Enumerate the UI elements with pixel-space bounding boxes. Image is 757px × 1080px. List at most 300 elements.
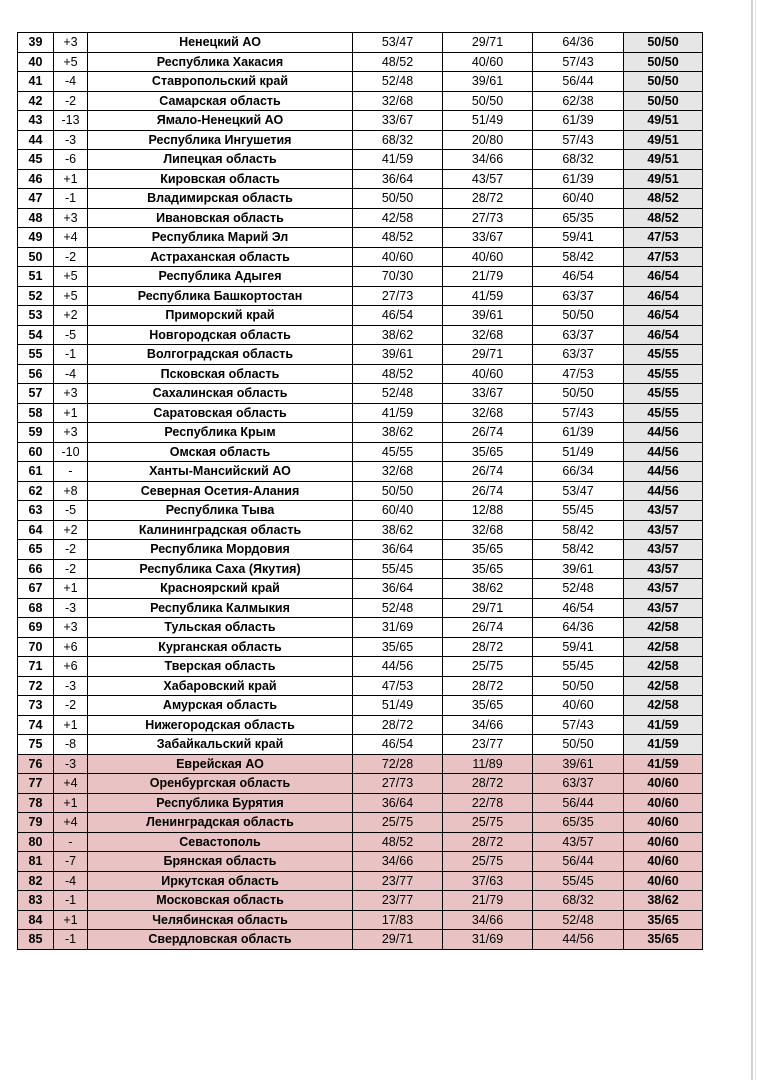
- table-row: [18, 871, 703, 891]
- total-cell: 49/51: [624, 169, 703, 189]
- change-cell: +1: [54, 715, 88, 735]
- value-cell-2: 26/74: [443, 618, 533, 638]
- change-cell: -: [54, 462, 88, 482]
- region-name-cell: Челябинская область: [88, 910, 353, 930]
- value-cell-3: 68/32: [533, 150, 624, 170]
- change-cell: -6: [54, 150, 88, 170]
- total-cell: 45/55: [624, 384, 703, 404]
- value-cell-3: 39/61: [533, 559, 624, 579]
- value-cell-1: 52/48: [353, 384, 443, 404]
- region-name-cell: Тверская область: [88, 657, 353, 677]
- table-row: [18, 442, 703, 462]
- rank-cell: 70: [18, 637, 54, 657]
- total-cell: 49/51: [624, 150, 703, 170]
- value-cell-1: 48/52: [353, 364, 443, 384]
- value-cell-3: 60/40: [533, 189, 624, 209]
- value-cell-2: 25/75: [443, 813, 533, 833]
- total-cell: 44/56: [624, 462, 703, 482]
- change-cell: -13: [54, 111, 88, 131]
- value-cell-3: 64/36: [533, 618, 624, 638]
- change-cell: +4: [54, 813, 88, 833]
- value-cell-2: 12/88: [443, 501, 533, 521]
- rank-cell: 59: [18, 423, 54, 443]
- region-name-cell: Красноярский край: [88, 579, 353, 599]
- region-name-cell: Липецкая область: [88, 150, 353, 170]
- total-cell: 46/54: [624, 325, 703, 345]
- change-cell: +8: [54, 481, 88, 501]
- value-cell-1: 39/61: [353, 345, 443, 365]
- rank-cell: 53: [18, 306, 54, 326]
- value-cell-1: 41/59: [353, 150, 443, 170]
- region-name-cell: Ямало-Ненецкий АО: [88, 111, 353, 131]
- total-cell: 35/65: [624, 910, 703, 930]
- region-name-cell: Ненецкий АО: [88, 33, 353, 53]
- change-cell: -5: [54, 501, 88, 521]
- table-row: [18, 930, 703, 950]
- value-cell-2: 34/66: [443, 910, 533, 930]
- value-cell-1: 72/28: [353, 754, 443, 774]
- value-cell-1: 38/62: [353, 520, 443, 540]
- rank-cell: 82: [18, 871, 54, 891]
- page-edge-shadow-outer: [755, 0, 756, 1080]
- table-row: [18, 462, 703, 482]
- region-name-cell: Свердловская область: [88, 930, 353, 950]
- value-cell-1: 52/48: [353, 72, 443, 92]
- value-cell-1: 38/62: [353, 325, 443, 345]
- total-cell: 38/62: [624, 891, 703, 911]
- rank-cell: 48: [18, 208, 54, 228]
- change-cell: +1: [54, 403, 88, 423]
- value-cell-1: 31/69: [353, 618, 443, 638]
- value-cell-1: 51/49: [353, 696, 443, 716]
- value-cell-2: 11/89: [443, 754, 533, 774]
- change-cell: -8: [54, 735, 88, 755]
- total-cell: 46/54: [624, 306, 703, 326]
- table-row: [18, 364, 703, 384]
- value-cell-3: 63/37: [533, 774, 624, 794]
- change-cell: -1: [54, 930, 88, 950]
- value-cell-1: 36/64: [353, 540, 443, 560]
- table-row: [18, 52, 703, 72]
- region-name-cell: Омская область: [88, 442, 353, 462]
- value-cell-3: 58/42: [533, 247, 624, 267]
- total-cell: 42/58: [624, 618, 703, 638]
- change-cell: -1: [54, 345, 88, 365]
- region-name-cell: Московская область: [88, 891, 353, 911]
- value-cell-3: 53/47: [533, 481, 624, 501]
- value-cell-1: 53/47: [353, 33, 443, 53]
- region-name-cell: Приморский край: [88, 306, 353, 326]
- table-row: [18, 637, 703, 657]
- value-cell-2: 28/72: [443, 832, 533, 852]
- total-cell: 42/58: [624, 696, 703, 716]
- total-cell: 43/57: [624, 559, 703, 579]
- rank-cell: 68: [18, 598, 54, 618]
- value-cell-1: 44/56: [353, 657, 443, 677]
- value-cell-1: 41/59: [353, 403, 443, 423]
- value-cell-2: 35/65: [443, 559, 533, 579]
- total-cell: 44/56: [624, 423, 703, 443]
- value-cell-1: 45/55: [353, 442, 443, 462]
- total-cell: 40/60: [624, 871, 703, 891]
- region-name-cell: Оренбургская область: [88, 774, 353, 794]
- change-cell: -3: [54, 598, 88, 618]
- table-row: [18, 754, 703, 774]
- table-row: [18, 403, 703, 423]
- value-cell-1: 36/64: [353, 793, 443, 813]
- total-cell: 43/57: [624, 598, 703, 618]
- value-cell-2: 28/72: [443, 676, 533, 696]
- rank-cell: 51: [18, 267, 54, 287]
- rank-cell: 44: [18, 130, 54, 150]
- value-cell-1: 46/54: [353, 306, 443, 326]
- table-row: [18, 228, 703, 248]
- rank-cell: 62: [18, 481, 54, 501]
- region-name-cell: Республика Хакасия: [88, 52, 353, 72]
- change-cell: -2: [54, 247, 88, 267]
- table-row: [18, 598, 703, 618]
- value-cell-3: 58/42: [533, 540, 624, 560]
- rank-cell: 66: [18, 559, 54, 579]
- value-cell-2: 21/79: [443, 267, 533, 287]
- region-name-cell: Амурская область: [88, 696, 353, 716]
- region-name-cell: Сахалинская область: [88, 384, 353, 404]
- value-cell-3: 50/50: [533, 676, 624, 696]
- value-cell-1: 32/68: [353, 462, 443, 482]
- total-cell: 35/65: [624, 930, 703, 950]
- table-row: [18, 91, 703, 111]
- total-cell: 50/50: [624, 72, 703, 92]
- value-cell-1: 36/64: [353, 579, 443, 599]
- rank-cell: 71: [18, 657, 54, 677]
- table-row: [18, 111, 703, 131]
- value-cell-1: 36/64: [353, 169, 443, 189]
- value-cell-1: 68/32: [353, 130, 443, 150]
- rank-cell: 43: [18, 111, 54, 131]
- value-cell-3: 65/35: [533, 208, 624, 228]
- table-row: [18, 735, 703, 755]
- region-name-cell: Волгоградская область: [88, 345, 353, 365]
- total-cell: 45/55: [624, 345, 703, 365]
- rank-cell: 39: [18, 33, 54, 53]
- region-name-cell: Владимирская область: [88, 189, 353, 209]
- rank-cell: 60: [18, 442, 54, 462]
- change-cell: +5: [54, 267, 88, 287]
- value-cell-1: 17/83: [353, 910, 443, 930]
- table-row: [18, 774, 703, 794]
- region-name-cell: Республика Ингушетия: [88, 130, 353, 150]
- table-row: [18, 286, 703, 306]
- total-cell: 44/56: [624, 442, 703, 462]
- total-cell: 42/58: [624, 676, 703, 696]
- change-cell: +3: [54, 208, 88, 228]
- table-row: [18, 618, 703, 638]
- change-cell: +3: [54, 423, 88, 443]
- total-cell: 49/51: [624, 130, 703, 150]
- value-cell-1: 60/40: [353, 501, 443, 521]
- change-cell: -4: [54, 871, 88, 891]
- change-cell: -1: [54, 891, 88, 911]
- change-cell: -: [54, 832, 88, 852]
- value-cell-1: 27/73: [353, 774, 443, 794]
- region-name-cell: Республика Тыва: [88, 501, 353, 521]
- value-cell-3: 57/43: [533, 715, 624, 735]
- change-cell: +5: [54, 286, 88, 306]
- value-cell-1: 50/50: [353, 481, 443, 501]
- value-cell-2: 28/72: [443, 774, 533, 794]
- value-cell-1: 48/52: [353, 52, 443, 72]
- region-name-cell: Новгородская область: [88, 325, 353, 345]
- region-name-cell: Республика Калмыкия: [88, 598, 353, 618]
- table-row: [18, 247, 703, 267]
- value-cell-2: 28/72: [443, 189, 533, 209]
- value-cell-3: 57/43: [533, 52, 624, 72]
- rank-cell: 50: [18, 247, 54, 267]
- region-name-cell: Самарская область: [88, 91, 353, 111]
- value-cell-1: 46/54: [353, 735, 443, 755]
- change-cell: -3: [54, 130, 88, 150]
- value-cell-3: 59/41: [533, 228, 624, 248]
- region-name-cell: Забайкальский край: [88, 735, 353, 755]
- rank-cell: 84: [18, 910, 54, 930]
- value-cell-1: 33/67: [353, 111, 443, 131]
- change-cell: -4: [54, 72, 88, 92]
- change-cell: +1: [54, 169, 88, 189]
- value-cell-3: 43/57: [533, 832, 624, 852]
- table-row: [18, 910, 703, 930]
- change-cell: -2: [54, 91, 88, 111]
- total-cell: 46/54: [624, 286, 703, 306]
- rank-cell: 72: [18, 676, 54, 696]
- value-cell-1: 34/66: [353, 852, 443, 872]
- value-cell-1: 27/73: [353, 286, 443, 306]
- value-cell-3: 68/32: [533, 891, 624, 911]
- rank-cell: 74: [18, 715, 54, 735]
- value-cell-2: 39/61: [443, 72, 533, 92]
- rank-cell: 83: [18, 891, 54, 911]
- total-cell: 45/55: [624, 403, 703, 423]
- value-cell-2: 29/71: [443, 33, 533, 53]
- change-cell: +3: [54, 384, 88, 404]
- page-edge-shadow: [751, 0, 753, 1080]
- value-cell-2: 32/68: [443, 325, 533, 345]
- value-cell-2: 29/71: [443, 598, 533, 618]
- rank-cell: 57: [18, 384, 54, 404]
- value-cell-3: 50/50: [533, 384, 624, 404]
- value-cell-2: 40/60: [443, 364, 533, 384]
- region-name-cell: Республика Адыгея: [88, 267, 353, 287]
- table-row: [18, 696, 703, 716]
- rank-cell: 46: [18, 169, 54, 189]
- rank-cell: 80: [18, 832, 54, 852]
- table-row: [18, 715, 703, 735]
- value-cell-3: 56/44: [533, 72, 624, 92]
- change-cell: +3: [54, 33, 88, 53]
- value-cell-3: 65/35: [533, 813, 624, 833]
- region-name-cell: Республика Марий Эл: [88, 228, 353, 248]
- total-cell: 40/60: [624, 793, 703, 813]
- total-cell: 48/52: [624, 189, 703, 209]
- table-row: [18, 189, 703, 209]
- total-cell: 49/51: [624, 111, 703, 131]
- value-cell-3: 61/39: [533, 423, 624, 443]
- value-cell-2: 43/57: [443, 169, 533, 189]
- value-cell-2: 33/67: [443, 384, 533, 404]
- table-row: [18, 72, 703, 92]
- value-cell-2: 26/74: [443, 481, 533, 501]
- table-row: [18, 130, 703, 150]
- change-cell: -2: [54, 559, 88, 579]
- table-row: [18, 540, 703, 560]
- change-cell: +2: [54, 306, 88, 326]
- value-cell-2: 32/68: [443, 403, 533, 423]
- value-cell-1: 48/52: [353, 228, 443, 248]
- value-cell-2: 22/78: [443, 793, 533, 813]
- value-cell-2: 20/80: [443, 130, 533, 150]
- region-name-cell: Тульская область: [88, 618, 353, 638]
- change-cell: +3: [54, 618, 88, 638]
- region-name-cell: Хабаровский край: [88, 676, 353, 696]
- value-cell-2: 28/72: [443, 637, 533, 657]
- value-cell-3: 46/54: [533, 267, 624, 287]
- value-cell-1: 25/75: [353, 813, 443, 833]
- value-cell-3: 40/60: [533, 696, 624, 716]
- rank-cell: 67: [18, 579, 54, 599]
- value-cell-1: 23/77: [353, 891, 443, 911]
- region-name-cell: Севастополь: [88, 832, 353, 852]
- value-cell-2: 51/49: [443, 111, 533, 131]
- region-name-cell: Республика Бурятия: [88, 793, 353, 813]
- value-cell-1: 23/77: [353, 871, 443, 891]
- rank-cell: 49: [18, 228, 54, 248]
- region-name-cell: Республика Крым: [88, 423, 353, 443]
- value-cell-1: 47/53: [353, 676, 443, 696]
- rank-cell: 55: [18, 345, 54, 365]
- change-cell: -5: [54, 325, 88, 345]
- change-cell: -10: [54, 442, 88, 462]
- region-name-cell: Ставропольский край: [88, 72, 353, 92]
- value-cell-2: 37/63: [443, 871, 533, 891]
- rank-cell: 47: [18, 189, 54, 209]
- region-name-cell: Ханты-Мансийский АО: [88, 462, 353, 482]
- value-cell-1: 70/30: [353, 267, 443, 287]
- table-row: [18, 267, 703, 287]
- change-cell: +2: [54, 520, 88, 540]
- value-cell-2: 40/60: [443, 52, 533, 72]
- change-cell: +6: [54, 637, 88, 657]
- total-cell: 43/57: [624, 579, 703, 599]
- value-cell-3: 56/44: [533, 793, 624, 813]
- change-cell: +1: [54, 910, 88, 930]
- total-cell: 47/53: [624, 247, 703, 267]
- value-cell-3: 63/37: [533, 325, 624, 345]
- value-cell-2: 27/73: [443, 208, 533, 228]
- value-cell-1: 40/60: [353, 247, 443, 267]
- total-cell: 44/56: [624, 481, 703, 501]
- table-row: [18, 208, 703, 228]
- rank-cell: 45: [18, 150, 54, 170]
- table-row: [18, 852, 703, 872]
- value-cell-2: 40/60: [443, 247, 533, 267]
- rank-cell: 69: [18, 618, 54, 638]
- value-cell-3: 50/50: [533, 735, 624, 755]
- value-cell-2: 21/79: [443, 891, 533, 911]
- region-name-cell: Брянская область: [88, 852, 353, 872]
- value-cell-2: 23/77: [443, 735, 533, 755]
- rank-cell: 63: [18, 501, 54, 521]
- value-cell-3: 61/39: [533, 111, 624, 131]
- change-cell: -1: [54, 189, 88, 209]
- value-cell-3: 63/37: [533, 286, 624, 306]
- value-cell-1: 52/48: [353, 598, 443, 618]
- rank-cell: 42: [18, 91, 54, 111]
- change-cell: -2: [54, 540, 88, 560]
- value-cell-3: 57/43: [533, 403, 624, 423]
- change-cell: -3: [54, 676, 88, 696]
- rank-cell: 58: [18, 403, 54, 423]
- rank-cell: 73: [18, 696, 54, 716]
- value-cell-3: 57/43: [533, 130, 624, 150]
- region-name-cell: Республика Мордовия: [88, 540, 353, 560]
- value-cell-2: 26/74: [443, 462, 533, 482]
- value-cell-2: 39/61: [443, 306, 533, 326]
- change-cell: +6: [54, 657, 88, 677]
- total-cell: 41/59: [624, 735, 703, 755]
- region-name-cell: Иркутская область: [88, 871, 353, 891]
- value-cell-3: 64/36: [533, 33, 624, 53]
- total-cell: 50/50: [624, 52, 703, 72]
- value-cell-3: 55/45: [533, 501, 624, 521]
- value-cell-3: 55/45: [533, 657, 624, 677]
- total-cell: 40/60: [624, 852, 703, 872]
- rank-cell: 52: [18, 286, 54, 306]
- table-row: [18, 793, 703, 813]
- region-name-cell: Кировская область: [88, 169, 353, 189]
- change-cell: -7: [54, 852, 88, 872]
- region-name-cell: Псковская область: [88, 364, 353, 384]
- change-cell: +4: [54, 774, 88, 794]
- region-name-cell: Еврейская АО: [88, 754, 353, 774]
- table-row: [18, 657, 703, 677]
- value-cell-3: 66/34: [533, 462, 624, 482]
- total-cell: 45/55: [624, 364, 703, 384]
- value-cell-3: 50/50: [533, 306, 624, 326]
- change-cell: -4: [54, 364, 88, 384]
- rank-cell: 78: [18, 793, 54, 813]
- value-cell-2: 26/74: [443, 423, 533, 443]
- table-row: [18, 579, 703, 599]
- total-cell: 46/54: [624, 267, 703, 287]
- value-cell-1: 29/71: [353, 930, 443, 950]
- value-cell-2: 32/68: [443, 520, 533, 540]
- value-cell-1: 55/45: [353, 559, 443, 579]
- change-cell: +1: [54, 793, 88, 813]
- value-cell-2: 29/71: [443, 345, 533, 365]
- table-row: [18, 384, 703, 404]
- value-cell-3: 63/37: [533, 345, 624, 365]
- rank-cell: 85: [18, 930, 54, 950]
- value-cell-3: 59/41: [533, 637, 624, 657]
- table-row: [18, 559, 703, 579]
- rank-cell: 75: [18, 735, 54, 755]
- value-cell-3: 52/48: [533, 579, 624, 599]
- value-cell-3: 56/44: [533, 852, 624, 872]
- region-name-cell: Ленинградская область: [88, 813, 353, 833]
- region-name-cell: Калининградская область: [88, 520, 353, 540]
- region-name-cell: Северная Осетия-Алания: [88, 481, 353, 501]
- rank-cell: 54: [18, 325, 54, 345]
- value-cell-2: 34/66: [443, 715, 533, 735]
